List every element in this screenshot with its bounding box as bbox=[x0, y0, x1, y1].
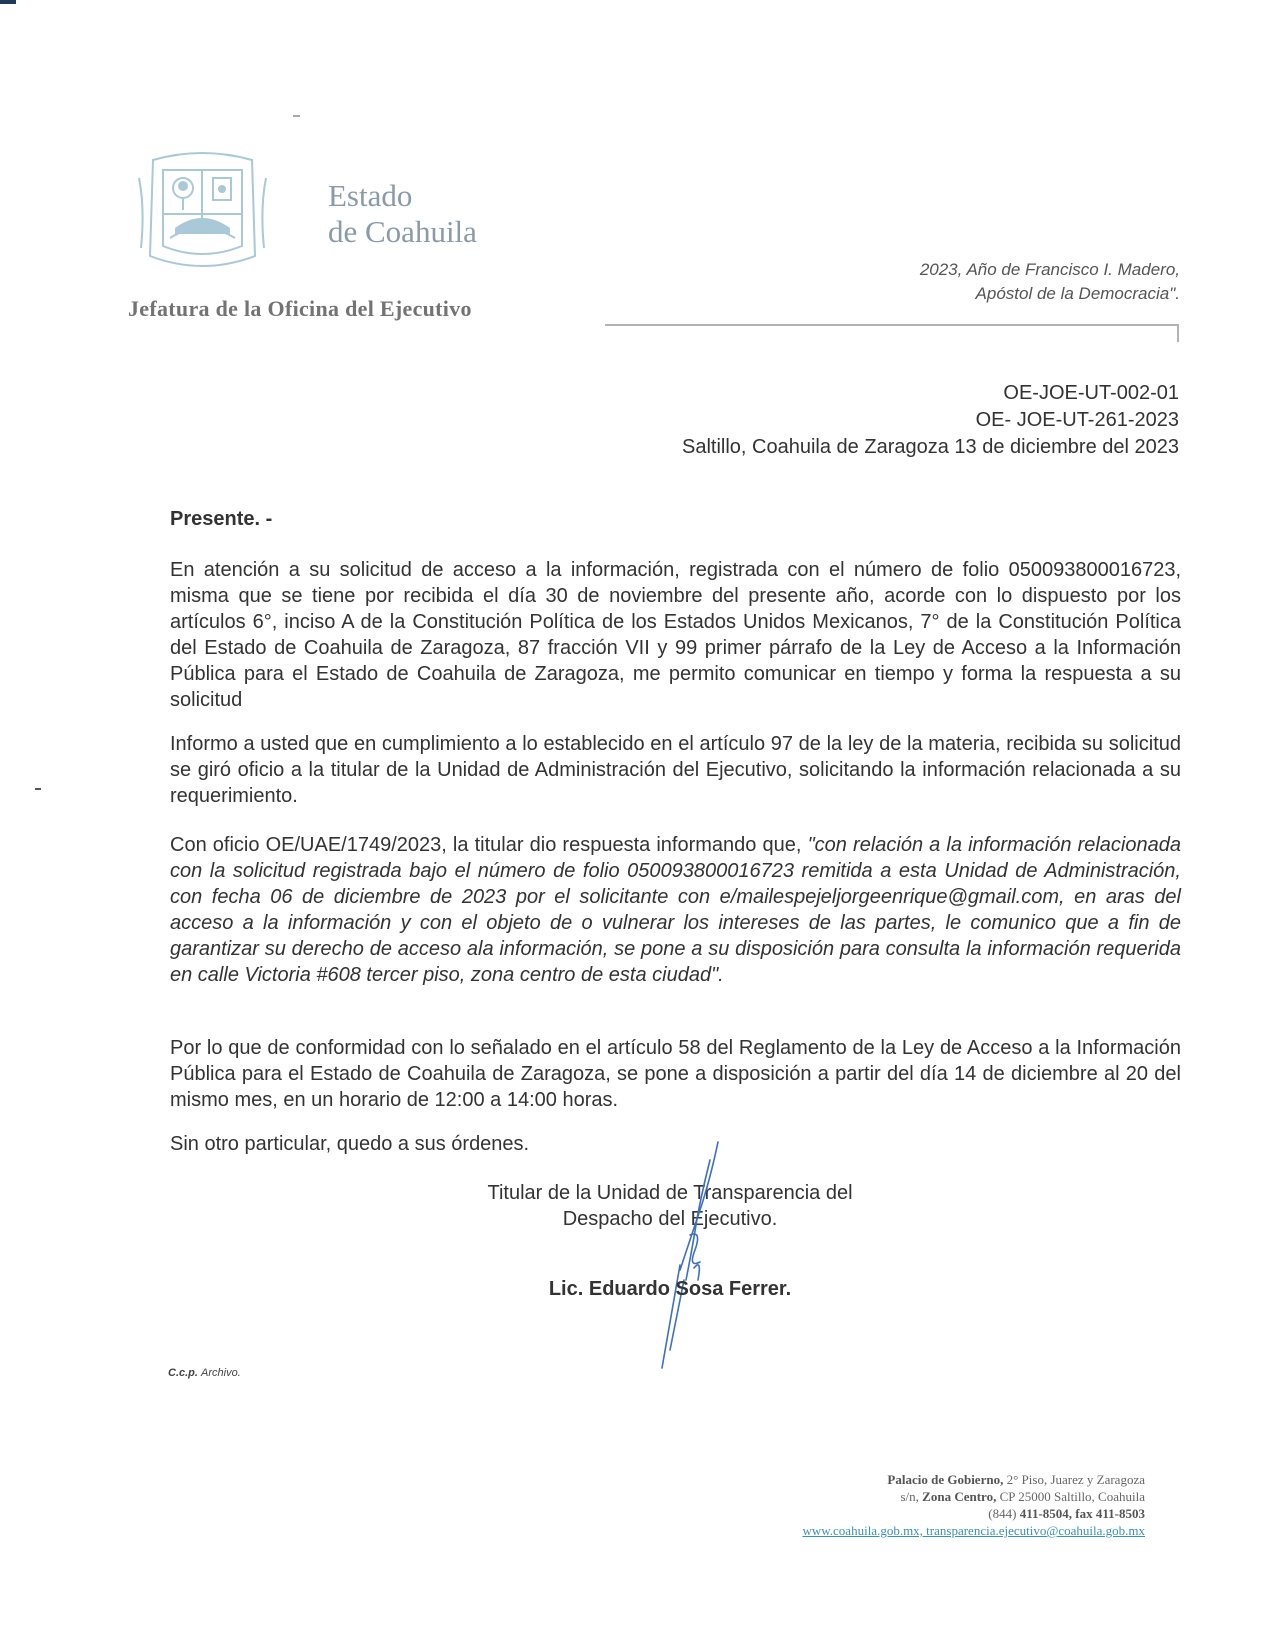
paragraph-availability: Por lo que de conformidad con lo señalado en el artículo 58 del Reglamento de la Ley de Acceso a la Información Pública para el Estado de Coahuila de Zaragoza, se pone a disposición a partir del día 14 de diciembre al 20 del mismo mes, en un horario de 12:00 a 14:00 horas. bbox=[170, 1037, 1181, 1111]
footer-line-3 bbox=[802, 1505, 1145, 1522]
reference-code-1: OE-JOE-UT-002-01 bbox=[1003, 382, 1179, 404]
header-divider bbox=[605, 324, 1179, 326]
handwritten-signature bbox=[650, 1140, 730, 1370]
footer-floor: 2° Piso, Juarez y Zaragoza bbox=[1003, 1472, 1145, 1487]
paragraph-procedure: Informo a usted que en cumplimiento a lo establecido en el artículo 97 de la ley de la materia, recibida su solicitud se giró oficio a la titular de la Unidad de Administración del Ejecutivo, solicitando la información relacionada a su requerimiento. bbox=[170, 733, 1181, 807]
margin-mark bbox=[35, 788, 41, 790]
year-motto bbox=[920, 258, 1180, 306]
closing-line: Sin otro particular, quedo a sus órdenes. bbox=[170, 1133, 530, 1155]
copy-to bbox=[168, 1367, 241, 1379]
response-intro: Con oficio OE/UAE/1749/2023, la titular dio respuesta informando que, bbox=[170, 834, 808, 856]
reference-code-2: OE- JOE-UT-261-2023 bbox=[975, 409, 1179, 431]
state-name bbox=[328, 178, 477, 250]
footer-city: CP 25000 Saltillo, Coahuila bbox=[996, 1489, 1145, 1504]
signer-title-line2: Despacho del Ejecutivo. bbox=[562, 1208, 778, 1230]
footer-building: Palacio de Gobierno, bbox=[887, 1472, 1004, 1487]
header-divider-end bbox=[1177, 324, 1179, 342]
copy-to-label: C.c.p. bbox=[168, 1367, 198, 1379]
state-name-line1: Estado bbox=[328, 178, 413, 213]
scan-corner-mark bbox=[0, 0, 16, 4]
footer-street: s/n, bbox=[900, 1489, 923, 1504]
signer-name: Lic. Eduardo Sosa Ferrer. bbox=[548, 1278, 792, 1300]
footer-web-links[interactable]: www.coahuila.gob.mx, transparencia.ejecutivo@coahuila.gob.mx bbox=[802, 1523, 1145, 1538]
paragraph-request: En atención a su solicitud de acceso a la información, registrada con el número de folio 050093800016723, misma que se tiene por recibida el día 30 de noviembre del presente año, acorde con lo dispuesto por los artículos 6°, inciso A de la Constitución Política de los Estados Unidos Mexicanos, 7° de la Constitución Política del Estado de Coahuila de Zaragoza, 87 fracción VII y 99 primer párrafo de la Ley de Acceso a la Información Pública para el Estado de Coahuila de Zaragoza, me permito comunicar en tiempo y forma la respuesta a su solicitud bbox=[170, 559, 1181, 711]
place-and-date: Saltillo, Coahuila de Zaragoza 13 de diciembre del 2023 bbox=[682, 436, 1179, 458]
scan-speck bbox=[293, 115, 300, 117]
footer-line-2 bbox=[802, 1488, 1145, 1505]
state-name-line2: de Coahuila bbox=[328, 214, 477, 249]
footer-area-code: (844) bbox=[988, 1506, 1020, 1521]
year-motto-line2: Apóstol de la Democracia". bbox=[975, 284, 1180, 303]
footer-phone: 411-8504, fax 411-8503 bbox=[1019, 1506, 1145, 1521]
signer-title-line1: Titular de la Unidad de Transparencia del bbox=[487, 1182, 853, 1204]
office-name: Jefatura de la Oficina del Ejecutivo bbox=[128, 296, 472, 321]
footer-zone: Zona Centro, bbox=[922, 1489, 997, 1504]
footer-address bbox=[802, 1471, 1145, 1539]
coahuila-coat-of-arms-icon bbox=[135, 148, 270, 278]
year-motto-line1: 2023, Año de Francisco I. Madero, bbox=[919, 260, 1180, 279]
greeting: Presente. - bbox=[170, 508, 273, 530]
paragraph-response bbox=[170, 832, 1181, 988]
document-references bbox=[682, 380, 1179, 461]
footer-line-1 bbox=[802, 1471, 1145, 1488]
copy-to-value: Archivo. bbox=[201, 1367, 241, 1379]
response-quote: "con relación a la información relacionada con la solicitud registrada bajo el número de folio 050093800016723 remitida a esta Unidad de Administración, con fecha 06 de diciembre de 2023 por el solicitante con e/mailespejeljorgeenrique@gmail.com, en aras del acceso a la información y con el objeto de o vulnerar los intereses de las partes, le comunico que a fin de garantizar su derecho de acceso ala información, se pone a su disposición para consulta la información requerida en calle Victoria #608 tercer piso, zona centro de esta ciudad". bbox=[170, 834, 1181, 986]
